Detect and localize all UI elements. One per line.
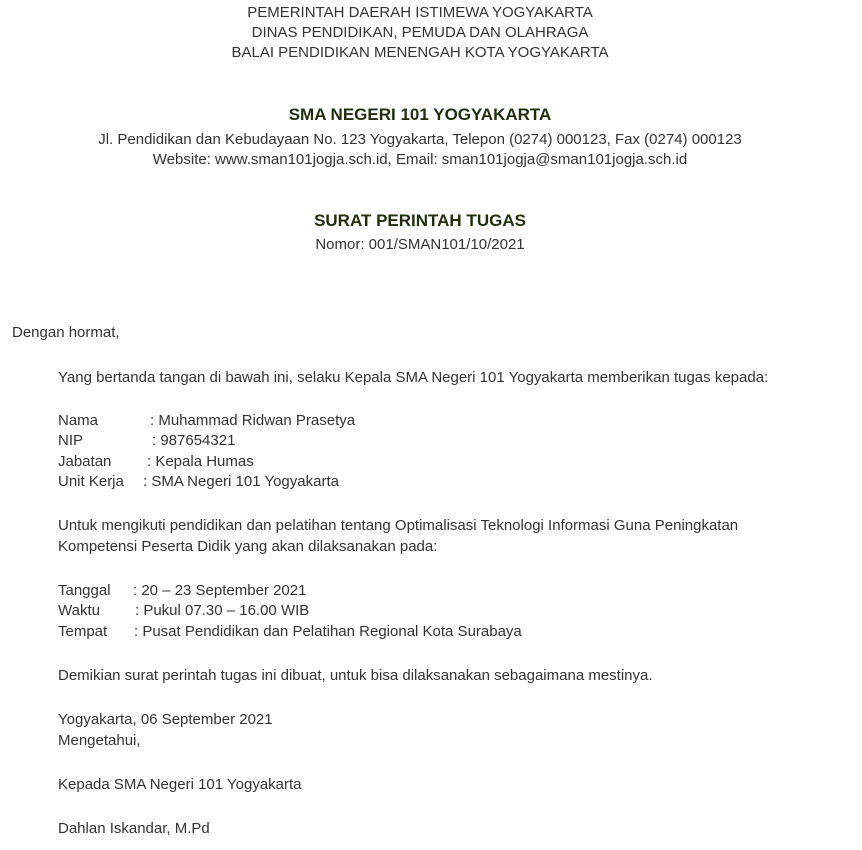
school-contact: Website: www.sman101jogja.sch.id, Email: sman101jogja@sman101jogja.sch.id (152, 151, 688, 168)
letter-title: SURAT PERINTAH TUGAS (314, 211, 526, 230)
detail-row (58, 472, 458, 492)
detail-value: : SMA Negeri 101 Yogyakarta (143, 473, 339, 490)
detail-value: : Kepala Humas (147, 453, 254, 470)
detail-row (58, 431, 458, 451)
purpose-line: Untuk mengikuti pendidikan dan pelatihan tentang Optimalisasi Teknologi Informasi Guna Peningkatan (58, 517, 739, 534)
event-label: Tanggal (58, 582, 111, 599)
event-row (58, 581, 558, 601)
detail-value: : Muhammad Ridwan Prasetya (150, 412, 356, 429)
school-name: SMA NEGERI 101 YOGYAKARTA (288, 105, 552, 124)
school-address: Jl. Pendidikan dan Kebudayaan No. 123 Yogyakarta, Telepon (0274) 000123, Fax (0274) 000123 (98, 131, 742, 148)
event-row (58, 622, 558, 642)
header-line: BALAI PENDIDIKAN MENENGAH KOTA YOGYAKARTA (231, 44, 609, 61)
header-line: DINAS PENDIDIKAN, PEMUDA DAN OLAHRAGA (251, 24, 589, 41)
detail-value: : 987654321 (152, 432, 236, 449)
intro-paragraph: Yang bertanda tangan di bawah ini, selaku Kepala SMA Negeri 101 Yogyakarta memberikan tugas kepada: (58, 369, 769, 386)
event-value: : Pusat Pendidikan dan Pelatihan Regional Kota Surabaya (134, 623, 522, 640)
closing-paragraph: Demikian surat perintah tugas ini dibuat, untuk bisa dilaksanakan sebagaimana mestinya. (58, 667, 653, 684)
detail-label: NIP (58, 432, 84, 449)
event-label: Tempat (58, 623, 108, 640)
recipient: Kepada SMA Negeri 101 Yogyakarta (58, 776, 302, 793)
event-value: : 20 – 23 September 2021 (133, 582, 307, 599)
detail-label: Jabatan (58, 453, 112, 470)
place-date: Yogyakarta, 06 September 2021 (58, 711, 273, 728)
detail-row (58, 411, 458, 431)
event-row (58, 601, 558, 621)
header-line: PEMERINTAH DAERAH ISTIMEWA YOGYAKARTA (247, 4, 593, 21)
detail-label: Nama (58, 412, 99, 429)
event-value: : Pukul 07.30 – 16.00 WIB (135, 602, 310, 619)
letter-number: Nomor: 001/SMAN101/10/2021 (315, 236, 525, 253)
acknowledged-label: Mengetahui, (58, 732, 141, 749)
signatory-name: Dahlan Iskandar, M.Pd (58, 820, 210, 837)
event-label: Waktu (58, 602, 100, 619)
detail-row (58, 452, 458, 472)
purpose-line: Kompetensi Peserta Didik yang akan dilaksanakan pada: (58, 538, 438, 555)
detail-label: Unit Kerja (58, 473, 124, 490)
greeting: Dengan hormat, (12, 324, 120, 341)
